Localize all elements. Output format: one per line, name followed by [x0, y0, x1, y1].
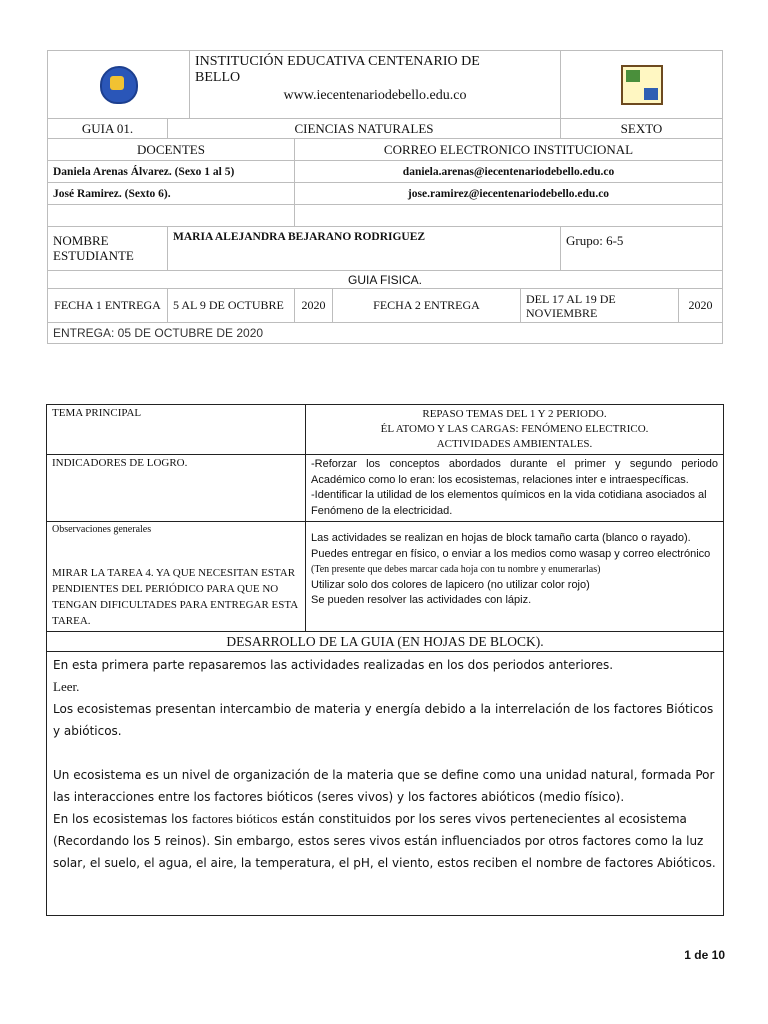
tema-line: REPASO TEMAS DEL 1 Y 2 PERIODO.	[422, 408, 607, 420]
grade: SEXTO	[561, 119, 723, 139]
tema-label: TEMA PRINCIPAL	[47, 405, 306, 455]
teacher-email-2: jose.ramirez@iecentenariodebello.edu.co	[295, 183, 723, 205]
body-text-span: En los ecosistemas los	[53, 812, 192, 826]
obs-line: (Ten presente que debes marcar cada hoja con tu nombre y enumerarlas)	[311, 564, 601, 575]
obs-line: Se pueden resolver las actividades con lápiz.	[311, 594, 532, 606]
guide-number: GUIA 01.	[48, 119, 168, 139]
guide-info-table	[46, 404, 724, 916]
fecha1-value: 5 AL 9 DE OCTUBRE	[168, 289, 295, 323]
desarrollo-title: DESARROLLO DE LA GUIA (EN HOJAS DE BLOCK).	[47, 632, 724, 652]
indicadores-label: INDICADORES DE LOGRO.	[47, 455, 306, 522]
empty-cell	[48, 205, 295, 227]
town-shield-logo	[621, 65, 663, 105]
page-number: 1 de 10	[684, 948, 725, 962]
fecha1-year: 2020	[295, 289, 333, 323]
guide-body	[47, 652, 724, 916]
guide-type: GUIA FISICA.	[48, 271, 723, 289]
obs-line: Puedes entregar en físico, o enviar a los medios como wasap y correo electrónico	[311, 547, 711, 560]
obs-line: Utilizar solo dos colores de lapicero (no utilizar color rojo)	[311, 578, 590, 591]
observaciones-cell	[47, 522, 306, 632]
institution-name-line2: BELLO	[195, 70, 241, 85]
website: www.iecentenariodebello.edu.co	[283, 88, 467, 103]
empty-cell	[295, 205, 723, 227]
entrega-date: ENTREGA: 05 DE OCTUBRE DE 2020	[48, 323, 723, 344]
observaciones-list	[306, 522, 724, 632]
school-logo-cell	[48, 51, 190, 119]
observaciones-note: MIRAR LA TAREA 4. YA QUE NECESITAN ESTAR PENDIENTES DEL PERIÓDICO PARA QUE NO TENGAN DIFICULTADES PARA ENTREGAR ESTA TAREA.	[52, 567, 298, 627]
tema-line: ACTIVIDADES AMBIENTALES.	[436, 438, 593, 450]
obs-line: Las actividades se realizan en hojas de block tamaño carta (blanco o rayado).	[311, 532, 691, 544]
body-paragraph: Leer.	[53, 679, 80, 694]
institution-cell	[190, 51, 561, 119]
fecha2-value: DEL 17 AL 19 DE NOVIEMBRE	[521, 289, 679, 323]
group: Grupo: 6-5	[561, 227, 723, 271]
student-name: MARIA ALEJANDRA BEJARANO RODRIGUEZ	[168, 227, 561, 271]
school-crest-logo	[100, 66, 138, 104]
body-paragraph: En esta primera parte repasaremos las actividades realizadas en los dos periodos anteriores.	[53, 658, 614, 672]
header-table	[47, 50, 723, 344]
indicador-text: -Reforzar los conceptos abordados durante el primer y segundo periodo Académico como lo eran: los ecosistemas, relaciones inter e intraespecíficas.	[311, 458, 718, 486]
body-paragraph	[53, 808, 717, 874]
teacher-name-1: Daniela Arenas Álvarez. (Sexo 1 al 5)	[48, 161, 295, 183]
teacher-email-1: daniela.arenas@iecentenariodebello.edu.co	[295, 161, 723, 183]
tema-line: ÉL ATOMO Y LAS CARGAS: FENÓMENO ELECTRICO.	[380, 423, 649, 435]
town-logo-cell	[561, 51, 723, 119]
fecha1-label: FECHA 1 ENTREGA	[48, 289, 168, 323]
subject: CIENCIAS NATURALES	[168, 119, 561, 139]
docentes-label: DOCENTES	[48, 139, 295, 161]
indicadores-cell	[306, 455, 724, 522]
body-paragraph: Los ecosistemas presentan intercambio de materia y energía debido a la interrelación de los factores Bióticos y abióticos.	[53, 702, 714, 738]
institution-name-line1: INSTITUCIÓN EDUCATIVA CENTENARIO DE	[195, 54, 480, 69]
fecha2-year: 2020	[679, 289, 723, 323]
body-text-span: factores bióticos	[191, 811, 278, 826]
indicador-text: -Identificar la utilidad de los elementos químicos en la vida cotidiana asociados al Fenómeno de la electricidad.	[311, 489, 707, 517]
body-text-span: están constituidos por los seres vivos pertenecientes al ecosistema (Recordando los 5 reinos). Sin embargo, estos seres vivos están influenciados por otros factores como la luz solar, el suelo, el agua, el aire, la temperatura, el pH, el viento, estos reciben el nombre de factores Abióticos.	[53, 812, 716, 870]
correo-label: CORREO ELECTRONICO INSTITUCIONAL	[295, 139, 723, 161]
body-paragraph: Un ecosistema es un nivel de organización de la materia que se define como una unidad natural, formada Por las interacciones entre los factores bióticos (seres vivos) y los factores abióticos (medio físico).	[53, 768, 715, 804]
teacher-name-2: José Ramirez. (Sexto 6).	[48, 183, 295, 205]
observaciones-label: Observaciones generales	[52, 524, 152, 535]
fecha2-label: FECHA 2 ENTREGA	[333, 289, 521, 323]
tema-cell	[306, 405, 724, 455]
student-label: NOMBRE ESTUDIANTE	[48, 227, 168, 271]
